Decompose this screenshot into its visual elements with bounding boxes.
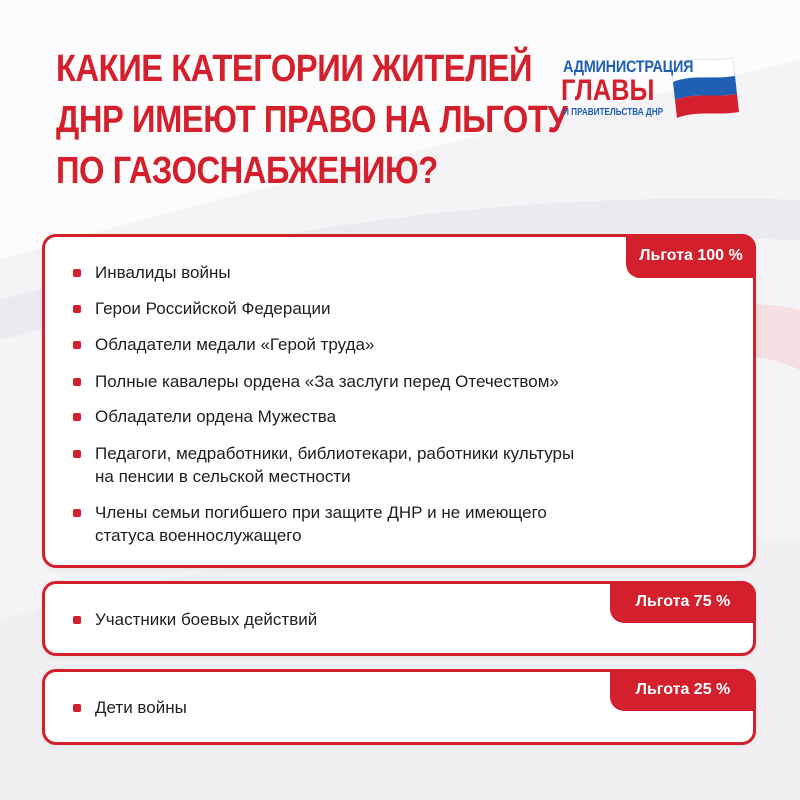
list-item	[95, 501, 675, 547]
bullet-icon	[73, 341, 81, 349]
bullet-icon	[73, 413, 81, 421]
list-item-text: Дети войны	[95, 698, 187, 717]
list-item	[95, 405, 675, 428]
list-item	[95, 370, 675, 393]
benefit-card-100	[42, 234, 756, 568]
logo-text-administration: АДМИНИСТРАЦИЯ	[563, 57, 694, 76]
page-title-line-2: ДНР ИМЕЮТ ПРАВО НА ЛЬГОТУ	[56, 99, 568, 141]
list-item-text: Полные кавалеры ордена «За заслуги перед Отечеством»	[95, 372, 559, 391]
list-item	[95, 442, 675, 488]
bullet-icon	[73, 378, 81, 386]
benefit-badge: Льгота 75 %	[610, 581, 756, 623]
list-item-text-line-1: Педагоги, медработники, библиотекари, работники культуры	[95, 444, 575, 463]
bullet-icon	[73, 616, 81, 624]
list-item-text-line-1: Члены семьи погибшего при защите ДНР и не имеющего	[95, 503, 547, 522]
bullet-icon	[73, 450, 81, 458]
bullet-icon	[73, 269, 81, 277]
list-item-text-line-2: статуса военнослужащего	[95, 526, 302, 545]
logo-text-head: ГЛАВЫ	[561, 74, 655, 107]
list-item-text: Инвалиды войны	[95, 263, 231, 282]
list-item	[95, 333, 675, 356]
benefit-card-25	[42, 669, 756, 745]
bullet-icon	[73, 305, 81, 313]
list-item	[95, 608, 675, 631]
list-item-text: Обладатели ордена Мужества	[95, 407, 337, 426]
page-title	[56, 44, 568, 197]
page-title-line-3: ПО ГАЗОСНАБЖЕНИЮ?	[56, 150, 438, 192]
list-item	[95, 261, 675, 284]
logo-text-government: И ПРАВИТЕЛЬСТВА ДНР	[563, 107, 664, 118]
list-item-text: Участники боевых действий	[95, 610, 318, 629]
benefit-badge: Льгота 100 %	[626, 234, 756, 278]
bullet-icon	[73, 509, 81, 517]
administration-logo	[556, 56, 756, 136]
list-item-text-line-2: на пенсии в сельской местности	[95, 467, 351, 486]
benefit-badge: Льгота 25 %	[610, 669, 756, 711]
list-item	[95, 696, 675, 719]
bullet-icon	[73, 704, 81, 712]
page-title-line-1: КАКИЕ КАТЕГОРИИ ЖИТЕЛЕЙ	[56, 48, 533, 90]
list-item-text: Обладатели медали «Герой труда»	[95, 335, 375, 354]
list-item	[95, 297, 675, 320]
list-item-text: Герои Российской Федерации	[95, 299, 331, 318]
benefit-card-75	[42, 581, 756, 656]
